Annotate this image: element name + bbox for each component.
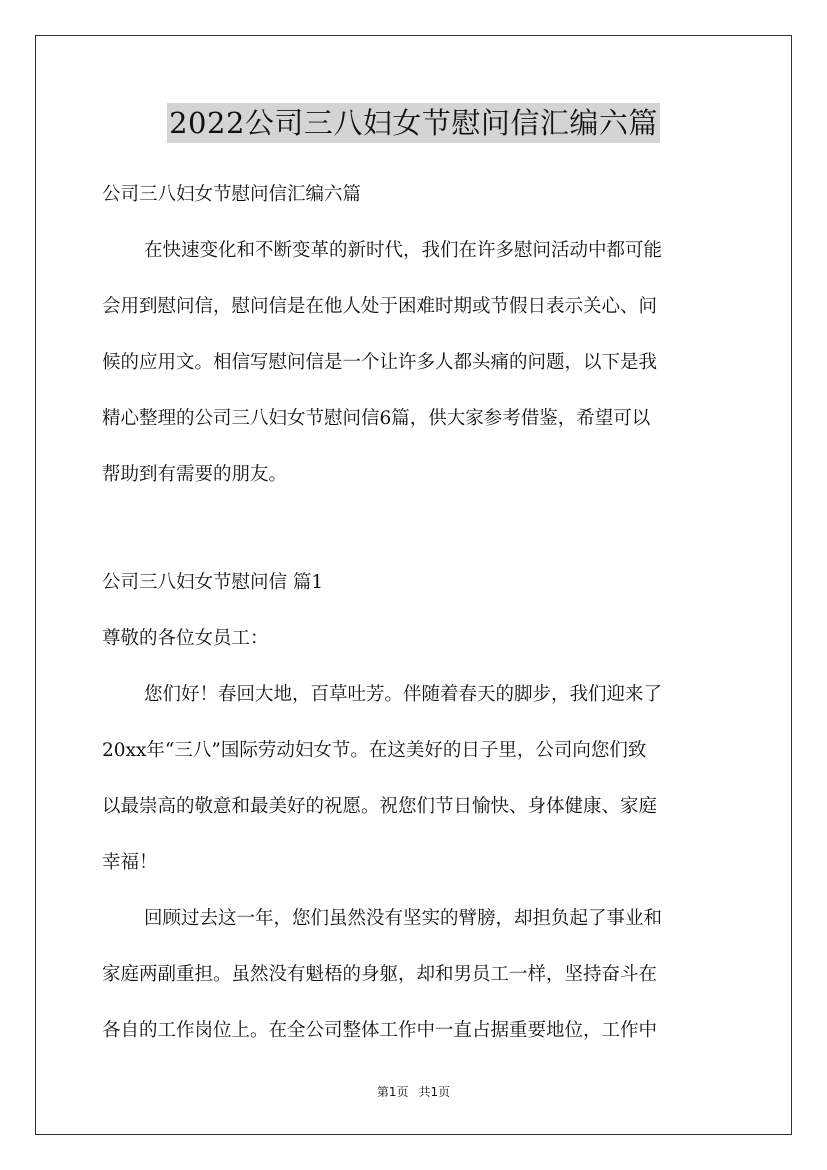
intro-line: 帮助到有需要的朋友。	[102, 464, 288, 485]
paragraph-line: 回顾过去这一年，您们虽然没有坚实的臂膀，却担负起了事业和	[144, 908, 663, 929]
intro-line: 在快速变化和不断变革的新时代，我们在许多慰问活动中都可能	[144, 240, 663, 261]
page-total: 共1页	[418, 1085, 451, 1099]
paragraph-line: 家庭两副重担。虽然没有魁梧的身躯，却和男员工一样，坚持奋斗在	[102, 964, 658, 985]
salutation: 尊敬的各位女员工：	[102, 628, 269, 649]
section-heading: 公司三八妇女节慰问信 篇1	[102, 572, 324, 593]
paragraph-line: 以最崇高的敬意和最美好的祝愿。祝您们节日愉快、身体健康、家庭	[102, 796, 658, 817]
intro-line: 精心整理的公司三八妇女节慰问信6篇，供大家参考借鉴，希望可以	[102, 408, 651, 429]
document-title: 2022公司三八妇女节慰问信汇编六篇	[167, 103, 660, 143]
paragraph-line: 20xx年“三八”国际劳动妇女节。在这美好的日子里，公司向您们致	[102, 740, 647, 761]
document-subtitle: 公司三八妇女节慰问信汇编六篇	[102, 184, 362, 205]
paragraph-line: 幸福！	[102, 852, 158, 873]
document-title-container	[0, 103, 827, 143]
paragraph-line: 您们好！春回大地，百草吐芳。伴随着春天的脚步，我们迎来了	[144, 684, 663, 705]
intro-line: 会用到慰问信，慰问信是在他人处于困难时期或节假日表示关心、问	[102, 296, 658, 317]
paragraph-line: 各自的工作岗位上。在全公司整体工作中一直占据重要地位，工作中	[102, 1020, 658, 1041]
page-number: 第1页	[376, 1085, 409, 1099]
paragraph-gap	[102, 509, 727, 561]
document-body	[102, 173, 727, 1065]
intro-line: 候的应用文。相信写慰问信是一个让许多人都头痛的问题，以下是我	[102, 352, 658, 373]
page-footer	[0, 1083, 827, 1100]
